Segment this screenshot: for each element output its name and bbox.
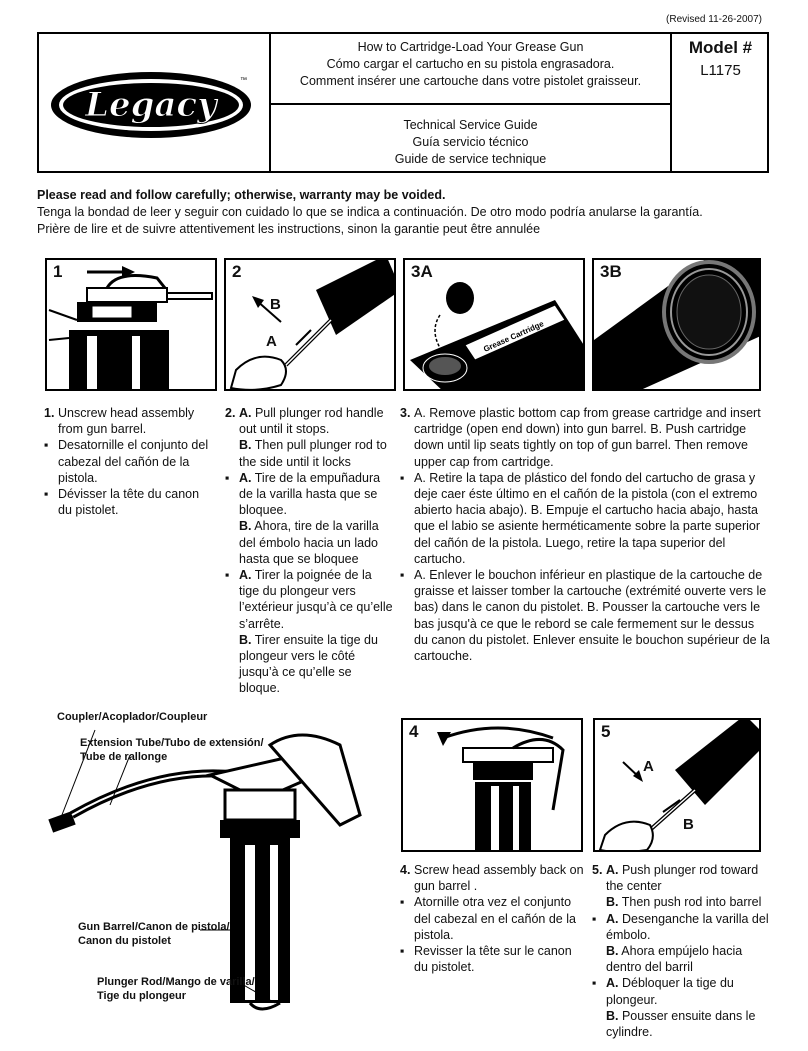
step-4-fr: Revisser la tête sur le canon du pistolet. [414, 944, 572, 975]
step-1-es: Desatornille el conjunto del cabezal del cañón de la pistola. [58, 438, 209, 485]
panel-5 [593, 718, 761, 852]
panel-2-label-b: B [270, 296, 281, 313]
label-gun-barrel: Gun Barrel/Canon de pistola/ Canon du pistolet [78, 921, 230, 947]
step-1-en: Unscrew head assembly from gun barrel. [58, 406, 195, 437]
header-box [37, 32, 769, 173]
step-5-fr: ▪ A. Débloquer la tige du plongeur. B. Pousser ensuite dans le cylindre. [592, 976, 756, 1040]
panel-2 [224, 258, 396, 391]
step-5-en: 5. A. Push plunger rod toward the center B. Then push rod into barrel [592, 863, 762, 910]
panel-3b-number: 3B [600, 262, 622, 281]
panel-2-label-a: A [266, 333, 277, 350]
revision-date: (Revised 11-26-2007) [666, 14, 762, 25]
step-5-es: ▪ A. Desenganche la varilla del émbolo. B. Ahora empújelo hacia dentro del barril [592, 911, 769, 975]
step-3-es: A. Retire la tapa de plástico del fondo del cartucho de grasa y deje caer éste último en el cañón de la pistola (con el extremo abierto hacia abajo). B. Empuje el cartucho hacia abajo, hasta que el labio se asiente herméticamente sobre la parte superior del cañón de la pistola. Luego, retire la tapa superior del cartucho. [414, 470, 761, 566]
panel-3b [592, 258, 761, 391]
label-coupler: Coupler/Acoplador/Coupleur [57, 711, 208, 723]
unscrew-head-illustration [47, 260, 217, 391]
step-3-fr: A. Enlever le bouchon inférieur en plastique de la cartouche de graisse et laisser tomber la cartouche (extrémité ouverte vers le bas) dans le canon du pistolet. B. Pousser la cartouche vers le bas jusqu'à ce que le rebord se cale fermement sur le dessus du canon du pistolet. Enlever ensuite le bouchon supérieur de la cartouche. [414, 568, 770, 664]
step-2-es: ▪ A. Tire de la empuñadura de la varilla hasta que se bloquee. B. Ahora, tire de la varilla del émbolo hacia un lado hasta que se bloquee [225, 470, 381, 566]
guide-es: Guía servicio técnico [412, 135, 529, 149]
panel-2-number: 2 [232, 262, 242, 281]
step-2-en: 2. A. Pull plunger rod handle out until it stops. B. Then pull plunger rod to the side until it locks [225, 406, 387, 469]
intro-fr: Prière de lire et de suivre attentivement les instructions, sinon la garantie peut être annulée [37, 222, 541, 236]
guide-en: Technical Service Guide [403, 118, 538, 132]
model-number: L1175 [700, 62, 741, 79]
svg-text:™: ™ [240, 77, 247, 84]
step-4-es: Atornille otra vez el conjunto del cabezal en el cañón de la pistola. [414, 895, 576, 942]
intro-es: Tenga la bondad de leer y seguir con cuidado lo que se indica a continuación. De otro modo podría anularse la garantía. [37, 205, 703, 219]
step-1-text: 1. Unscrew head assembly from gun barrel. ▪ Desatornille el conjunto del cabezal del cañón de la pistola. ▪ Dévisser la tête du canon du pistolet. [44, 406, 209, 518]
panel-5-label-b: B [683, 816, 694, 833]
panel-1 [45, 258, 217, 391]
legacy-logo [47, 66, 261, 142]
model-label: Model # [688, 38, 753, 57]
panel-1-number: 1 [53, 262, 63, 281]
panel-5-label-a: A [643, 758, 654, 775]
step-2-text [225, 405, 395, 697]
panel-4-number: 4 [409, 722, 419, 741]
title-es: Cómo cargar el cartucho en su pistola engrasadora. [326, 57, 615, 71]
title-block [271, 39, 670, 90]
push-plunger-illustration [595, 720, 761, 852]
panel-3a [403, 258, 585, 391]
intro-notice [37, 187, 777, 238]
step-4-en: Screw head assembly back on gun barrel . [414, 863, 584, 894]
pull-plunger-illustration [226, 260, 396, 391]
step-2-fr: ▪ A. Tirer la poignée de la tige du plongeur vers l’extérieur jusqu’à ce qu’elle s’arrête. B. Tirer ensuite la tige du plongeur vers le côté jusqu’à ce qu’elle se bloque. [225, 568, 393, 696]
panel-4 [401, 718, 583, 852]
panel-5-number: 5 [601, 722, 611, 741]
step-1-fr: Dévisser la tête du canon du pistolet. [58, 487, 200, 518]
step-4-text: 4. Screw head assembly back on gun barrel . ▪ Atornille otra vez el conjunto del cabezal en el cañón de la pistola. ▪ Revisser la tête sur le canon du pistolet. [400, 863, 584, 975]
panel-3a-number: 3A [411, 262, 433, 281]
guide-block [271, 117, 670, 168]
screw-head-illustration [403, 720, 583, 852]
label-extension-tube: Extension Tube/Tubo de extensión/ Tube de rallonge [80, 737, 264, 763]
label-plunger-rod: Plunger Rod/Mango de varilla/ Tige du plongeur [97, 976, 255, 1002]
model-block [672, 38, 769, 79]
step-3-text: 3. A. Remove plastic bottom cap from grease cartridge and insert cartridge (open end down) into gun barrel. B. Push cartridge down until lip seats tightly on top of gun barrel. Then remove upper cap from cartridge. ▪ A. Retire la tapa de plástico del fondo del cartucho de grasa y deje caer éste último en el cañón de la pistola (con el extremo abierto hacia abajo). B. Empuje el cartucho hacia abajo, hasta que el labio se asiente herméticamente sobre la parte superior del cañón de la pistola. Luego, retire la tapa superior del cartucho. ▪ A. Enlever le bouchon inférieur en plastique de la cartouche de graisse et laisser tomber la cartouche (extrémité ouverte vers le bas) dans le canon du pistolet. B. Pousser la cartouche vers le bas jusqu'à ce que le rebord se cale fermement sur le dessus du canon du pistolet. Enlever ensuite le bouchon supérieur de la cartouche. [400, 406, 770, 664]
title-fr: Comment insérer une cartouche dans votre pistolet graisseur. [299, 74, 642, 88]
intro-en: Please read and follow carefully; otherwise, warranty may be voided. [37, 188, 446, 202]
title-en: How to Cartridge-Load Your Grease Gun [357, 40, 584, 54]
cartridge-label: Grease Cartridge [482, 319, 546, 354]
logo-wordmark: Legacy [85, 85, 217, 125]
guide-fr: Guide de service technique [394, 152, 547, 166]
step-3-en: A. Remove plastic bottom cap from grease cartridge and insert cartridge (open end down) into gun barrel. B. Push cartridge down until lip seats tightly on top of gun barrel. Then remove upper cap from cartridge. [414, 406, 761, 469]
step-5-text [592, 862, 772, 1040]
